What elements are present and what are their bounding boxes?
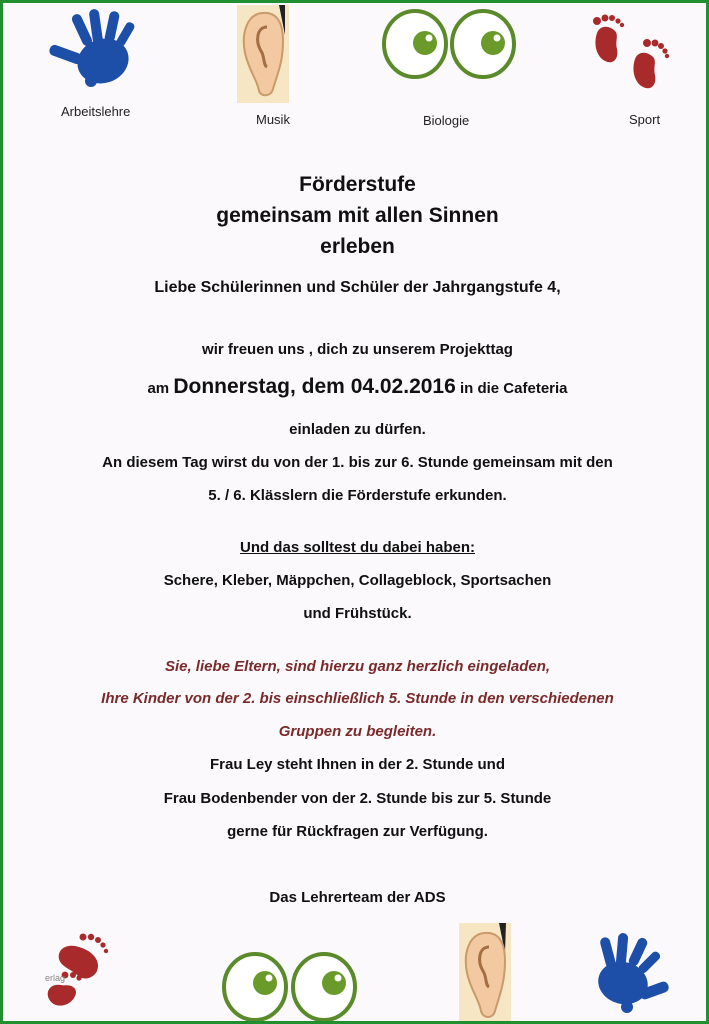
day-line-1: An diesem Tag wirst du von der 1. bis zur 6. Stunde gemeinsam mit den: [102, 454, 613, 471]
watermark-text: erlag: [45, 973, 66, 983]
contact-line-2: Frau Bodenbender von der 2. Stunde bis zur 5. Stunde: [163, 790, 552, 807]
blue-hand-icon: [587, 933, 677, 1017]
parents-line-2: Ihre Kinder von der 2. bis einschließlich 5. Stunde in den verschiedenen: [101, 690, 614, 707]
date-suffix: in die Cafeteria: [459, 380, 568, 397]
invite-line: wir freuen uns , dich zu unserem Projekttag: [202, 341, 513, 358]
contact-line-1: Frau Ley steht Ihnen in der 2. Stunde und: [209, 756, 506, 773]
date-line: [3, 375, 709, 399]
title-line-2: gemeinsam mit allen Sinnen: [216, 204, 499, 227]
ear-icon: [237, 5, 289, 103]
title-line-3: erleben: [320, 235, 395, 258]
bring-line-2: und Frühstück.: [303, 605, 412, 622]
parents-line-3: Gruppen zu begleiten.: [278, 723, 437, 740]
label-sport: Sport: [629, 112, 661, 127]
red-feet-icon: [589, 11, 677, 91]
contact-line-3: gerne für Rückfragen zur Verfügung.: [227, 823, 488, 840]
day-line-2: 5. / 6. Klässlern die Förderstufe erkunden.: [208, 487, 507, 504]
date-prefix: am: [147, 380, 170, 397]
eyes-icon: [381, 7, 521, 81]
bring-line-1: Schere, Kleber, Mäppchen, Collageblock, Sportsachen: [163, 572, 552, 589]
red-feet-icon: [43, 929, 123, 1011]
bring-heading: [3, 539, 709, 556]
parents-line-1: Sie, liebe Eltern, sind hierzu ganz herzlich eingeladen,: [164, 658, 551, 675]
greeting: Liebe Schülerinnen und Schüler der Jahrgangstufe 4,: [154, 279, 561, 296]
eyes-icon: [221, 949, 361, 1023]
invite-end: einladen zu dürfen.: [289, 421, 426, 438]
label-arbeitslehre: Arbeitslehre: [61, 104, 131, 119]
bring-heading-text: Und das solltest du dabei haben:: [239, 539, 476, 556]
signature: Das Lehrerteam der ADS: [269, 889, 446, 906]
label-musik: Musik: [256, 112, 290, 127]
label-biologie: Biologie: [423, 113, 470, 128]
ear-icon: [459, 923, 511, 1024]
blue-hand-icon: [41, 9, 141, 95]
date-main: Donnerstag, dem 04.02.2016: [173, 375, 456, 398]
title-line-1: Förderstufe: [299, 173, 416, 196]
